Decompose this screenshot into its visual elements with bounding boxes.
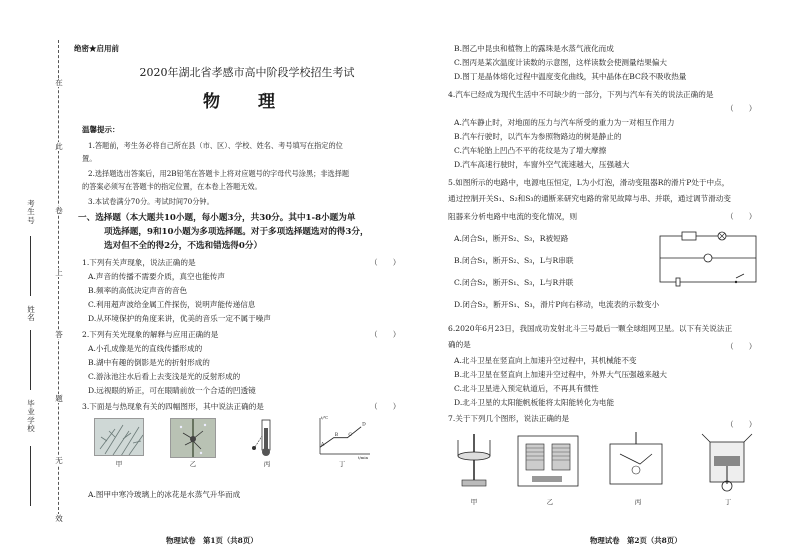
q2-option-b: B.湖中有趣的倒影是光的折射形成的 <box>88 358 210 367</box>
examinee-number-label: 考生号 <box>27 199 35 225</box>
q2-option-d: D.远视眼的矫正，可在眼睛前放一个合适的凹透镜 <box>88 386 256 395</box>
school-label: 毕业学校 <box>27 399 35 433</box>
page-footer: 物理试卷 第1页（共8页） <box>166 536 258 545</box>
exam-title: 2020年湖北省孝感市高中阶段学校招生考试 <box>139 66 355 79</box>
q6-stem-line: 6.2020年6月23日，我国成功发射北斗三号最后一颗全球组网卫星。以下有关说法正 <box>448 324 733 333</box>
q1-option-d: D.从环境保护的角度来讲，优美的音乐一定不属于噪声 <box>88 314 271 323</box>
q2-answer-paren: （ ） <box>370 330 401 339</box>
q4-option-b: B.汽车行驶时，以汽车为参照物路边的树是静止的 <box>454 132 622 141</box>
page-1 <box>74 0 420 560</box>
curve-point-label: D <box>362 422 366 428</box>
q5-stem-line: 5.如图所示的电路中，电源电压恒定，L为小灯泡，滑动变阻器R的滑片P处于中点， <box>448 178 730 187</box>
q1-stem: 1.下列有关声现象，说法正确的是 <box>82 258 196 267</box>
margin-warning-char: 此 <box>55 142 63 151</box>
curve-point-label: A <box>321 442 325 448</box>
frost-flower-photo <box>94 418 144 456</box>
q5-stem-line: 通过控制开关S₁、S₂和S₃的通断来研究电路的常见故障与串、并联，通过调节滑动变 <box>448 194 731 203</box>
circuit-diagram <box>652 228 764 290</box>
q1-option-c: C.利用超声波给金属工件探伤，说明声能传递信息 <box>88 300 256 309</box>
section-heading-line: 选对但不全的得2分，不选和错选得0分） <box>104 241 263 251</box>
q5-option-d: D.闭合S₂，断开S₁、S₃，滑片P向右移动，电流表的示数变小 <box>454 300 660 309</box>
page-footer: 物理试卷 第2页（共8页） <box>590 536 682 545</box>
q3-answer-paren: （ ） <box>370 402 401 411</box>
q3-option-a: A.图甲中寒冷玻璃上的冰花是水蒸气升华而成 <box>88 490 241 499</box>
q4-answer-paren: （ ） <box>726 104 757 113</box>
q4-option-a: A.汽车静止时，对地面的压力与汽车所受的重力为一对相互作用力 <box>454 118 675 127</box>
q4-stem: 4.汽车已经成为现代生活中不可缺少的一部分，下列与汽车有关的说法正确的是 <box>448 90 714 99</box>
tips-heading: 温馨提示： <box>82 125 120 134</box>
figure-ding-engine <box>692 430 762 494</box>
margin-warning-char: 无 <box>55 456 63 465</box>
section-heading-line: 一、选择题（本大题共10小题，每小题3分，共30分。其中1-8小题为单 <box>78 213 356 223</box>
figure-caption-ding: 丁 <box>724 498 732 506</box>
q2-option-a: A.小孔成像是光的直线传播形成的 <box>88 344 203 353</box>
figure-caption-jia: 甲 <box>115 460 123 468</box>
q5-option-a: A.闭合S₁，断开S₂、S₃，R被短路 <box>454 234 569 243</box>
name-line <box>30 330 31 390</box>
q3-option-c: C.图丙是某次温度计读数的示意图，这样读数会使测量结果偏大 <box>454 58 667 67</box>
confidential-label: 绝密★启用前 <box>74 44 119 53</box>
q5-answer-paren: （ ） <box>726 212 757 221</box>
q2-option-c: C.游泳池注水后看上去变浅是光的反射形成的 <box>88 372 241 381</box>
q6-answer-paren: （ ） <box>726 342 757 351</box>
margin-warning-char: 效 <box>55 514 63 523</box>
tip-line: 的答案必须写在答题卡的指定位置，在本卷上答题无效。 <box>82 182 262 191</box>
figure-yi-electromagnet <box>512 430 586 494</box>
subject-title: 物 理 <box>203 92 291 112</box>
margin-warning-char: 答 <box>55 330 63 339</box>
curve-point-label: C <box>348 433 352 439</box>
school-line <box>30 446 31 506</box>
thermometer-diagram <box>242 418 292 458</box>
name-label: 姓名 <box>27 305 35 323</box>
q6-stem-line: 确的是 <box>448 340 471 349</box>
q5-stem-line: 阻器来分析电路中电流的变化情况，则 <box>448 212 578 221</box>
curve-point-label: B <box>334 433 339 439</box>
margin-warning-char: 卷 <box>55 206 63 215</box>
figure-caption-bing: 丙 <box>263 460 271 468</box>
q5-option-c: C.闭合S₂，断开S₁、S₃，L与R并联 <box>454 278 574 287</box>
margin-warning-char: 上 <box>55 268 63 277</box>
margin-warning-char: 题 <box>55 394 63 403</box>
page-2 <box>440 0 776 560</box>
q4-option-c: C.汽车轮胎上凹凸不平的花纹是为了增大摩擦 <box>454 146 607 155</box>
figure-caption-ding: 丁 <box>338 460 346 468</box>
q2-stem: 2.下列有关光现象的解释与应用正确的是 <box>82 330 219 339</box>
tip-line: 置。 <box>82 154 97 163</box>
q3-option-d: D.图丁是晶体熔化过程中温度变化曲线，其中晶体在BC段不吸收热量 <box>454 72 687 81</box>
q5-option-b: B.闭合S₁，断开S₂、S₃，L与R串联 <box>454 256 574 265</box>
melting-curve-svg <box>312 414 372 460</box>
q7-answer-paren: （ ） <box>726 420 757 429</box>
figure-caption-yi: 乙 <box>189 460 197 468</box>
q3-option-b: B.图乙中昆虫和植物上的露珠是水蒸气液化而成 <box>454 44 614 53</box>
examinee-number-line <box>30 236 31 296</box>
section-heading-line: 项选择题，9和10小题为多项选择题。对于多项选择题选对的得3分， <box>104 227 369 237</box>
q6-option-a: A.北斗卫星在竖直向上加速升空过程中，其机械能不变 <box>454 356 637 365</box>
figure-caption-bing: 丙 <box>634 498 642 506</box>
binding-margin <box>0 0 70 560</box>
tip-line: 1.答题前，考生务必将自己所在县（市、区）、学校、姓名、考号填写在指定的位 <box>88 141 343 150</box>
q6-option-c: C.北斗卫星进入预定轨道后，不再具有惯性 <box>454 384 599 393</box>
melting-curve-line <box>320 427 361 447</box>
q6-option-b: B.北斗卫星在竖直向上加速升空过程中，外界大气压强越来越大 <box>454 370 668 379</box>
tip-line: 2.选择题选出答案后，用2B铅笔在答题卡上将对应题号的字母代号涂黑；非选择题 <box>88 169 350 178</box>
tip-line: 3.本试卷满分70分。考试时间70分钟。 <box>88 197 214 206</box>
q1-answer-paren: （ ） <box>370 258 401 267</box>
q4-option-d: D.汽车高速行驶时，车窗外空气流速越大，压强越大 <box>454 160 630 169</box>
q3-stem: 3.下面是与热现象有关的四幅图形，其中说法正确的是 <box>82 402 264 411</box>
q1-option-a: A.声音的传播不需要介质，真空也能传声 <box>88 272 225 281</box>
figure-caption-yi: 乙 <box>546 498 554 506</box>
figure-caption-jia: 甲 <box>470 498 478 506</box>
cut-line <box>58 40 59 520</box>
figure-jia-apparatus <box>444 430 504 490</box>
margin-warning-char: 在 <box>55 78 63 87</box>
q1-option-b: B.频率的高低决定声音的音色 <box>88 286 188 295</box>
figure-bing-generator <box>600 430 674 494</box>
dew-insect-photo <box>170 418 216 458</box>
melting-curve-chart <box>312 414 372 460</box>
q6-option-d: D.北斗卫星的太阳能帆板能将太阳能转化为电能 <box>454 398 615 407</box>
q7-stem: 7.关于下列几个图形，说法正确的是 <box>448 414 570 423</box>
y-axis-label: t/℃ <box>321 415 329 420</box>
x-axis-label: t/min <box>358 455 369 460</box>
